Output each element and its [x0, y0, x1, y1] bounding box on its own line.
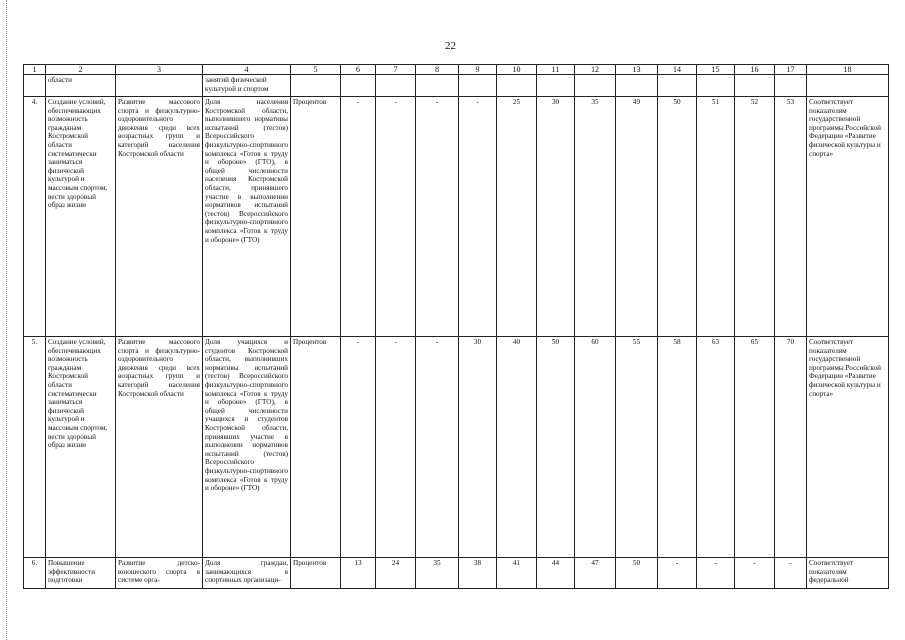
page-number: 22 [445, 40, 456, 52]
indicator-cell: Доля граждан, занимающихся в спортивных организаци- [203, 558, 291, 589]
column-number: 10 [497, 65, 537, 75]
value-cell: 30 [459, 337, 497, 558]
unit-cell: Процентов [291, 97, 341, 337]
value-cell: 35 [575, 97, 616, 337]
value-cell: 38 [459, 558, 497, 589]
continuation-goal-cell: области [46, 75, 116, 97]
column-number: 6 [341, 65, 376, 75]
value-cell: - [376, 97, 416, 337]
value-cell: - [775, 558, 807, 589]
value-cell: 49 [616, 97, 658, 337]
column-number: 5 [291, 65, 341, 75]
column-number: 2 [46, 65, 116, 75]
table-row [24, 337, 889, 558]
value-cell: 52 [735, 97, 775, 337]
column-number: 13 [616, 65, 658, 75]
row-number-cell: 4. [24, 97, 46, 337]
goal-cell: Повышение эффективности подготовки [46, 558, 116, 589]
value-cell: 50 [537, 337, 575, 558]
task-cell: Развитие массового спорта и физкультурно-оздоровительного движения среди всех возрастных групп и категорий населения Костромской области [116, 337, 203, 558]
value-cell: 50 [658, 97, 697, 337]
value-cell: - [341, 337, 376, 558]
value-cell: 63 [697, 337, 735, 558]
task-cell: Развитие массового спорта и физкультурно-оздоровительного движения среди всех возрастных групп и категорий населения Костромской области [116, 97, 203, 337]
column-number: 8 [416, 65, 459, 75]
continuation-indicator-cell: занятий физической культурой и спортом [203, 75, 291, 97]
value-cell: 65 [735, 337, 775, 558]
continuation-row [24, 75, 889, 97]
value-cell: 58 [658, 337, 697, 558]
column-number: 15 [697, 65, 735, 75]
value-cell: - [697, 558, 735, 589]
value-cell: - [376, 337, 416, 558]
column-number: 11 [537, 65, 575, 75]
column-number: 7 [376, 65, 416, 75]
column-number: 18 [807, 65, 889, 75]
task-cell: Развитие детско-юношеского спорта в системе орга- [116, 558, 203, 589]
page-edge-line [6, 0, 7, 640]
column-number: 3 [116, 65, 203, 75]
unit-cell: Процентов [291, 558, 341, 589]
column-number: 12 [575, 65, 616, 75]
column-number: 4 [203, 65, 291, 75]
value-cell: 53 [775, 97, 807, 337]
value-cell: 60 [575, 337, 616, 558]
value-cell: 35 [416, 558, 459, 589]
value-cell: 44 [537, 558, 575, 589]
column-number: 14 [658, 65, 697, 75]
row-number-cell: 6. [24, 558, 46, 589]
indicators-table [23, 64, 889, 589]
value-cell: - [416, 97, 459, 337]
value-cell: 51 [697, 97, 735, 337]
table-row [24, 558, 889, 589]
table-row [24, 97, 889, 337]
value-cell: 24 [376, 558, 416, 589]
value-cell: 55 [616, 337, 658, 558]
column-number: 17 [775, 65, 807, 75]
value-cell: 30 [537, 97, 575, 337]
indicator-cell: Доля учащихся и студентов Костромской области, выполнивших нормативы испытаний (тестов) Всероссийского физкультурно-спортивного комплекса «Готов к труду и обороне» (ГТО), в общей численности учащихся и студентов Костромской области, принявших участие в выполнении нормативов испытаний (тестов) Всероссийского физкультурно-спортивного комплекса «Готов к труду и обороне» (ГТО) [203, 337, 291, 558]
value-cell: - [416, 337, 459, 558]
value-cell: 41 [497, 558, 537, 589]
column-number: 16 [735, 65, 775, 75]
value-cell: 13 [341, 558, 376, 589]
value-cell: - [658, 558, 697, 589]
column-number: 9 [459, 65, 497, 75]
indicator-cell: Доля населения Костромской области, выполнившего нормативы испытаний (тестов) Всероссийского физкультурно-спортивного комплекса «Готов к труду и обороне» (ГТО), в общей численности населения Костромской области, принявшего участие в выполнении нормативов испытаний (тестов) Всероссийского физкультурно-спортивного комплекса «Готов к труду и обороне» (ГТО) [203, 97, 291, 337]
value-cell: 40 [497, 337, 537, 558]
note-cell: Соответствует показателям государственной программы Российской Федерации «Развитие физической культуры и спорта» [807, 337, 889, 558]
value-cell: - [341, 97, 376, 337]
value-cell: 47 [575, 558, 616, 589]
column-number-header-row [24, 65, 889, 75]
goal-cell: Создание условий, обеспечивающих возможность гражданам Костромской области систематически заниматься физической культурой и массовым спортом, вести здоровый образ жизни [46, 337, 116, 558]
unit-cell: Процентов [291, 337, 341, 558]
goal-cell: Создание условий, обеспечивающих возможность гражданам Костромской области систематически заниматься физической культурой и массовым спортом, вести здоровый образ жизни [46, 97, 116, 337]
value-cell: - [735, 558, 775, 589]
note-cell: Соответствует показателям государственной программы Российской Федерации «Развитие физической культуры и спорта» [807, 97, 889, 337]
value-cell: - [459, 97, 497, 337]
value-cell: 70 [775, 337, 807, 558]
column-number: 1 [24, 65, 46, 75]
note-cell: Соответствует показателям федеральной [807, 558, 889, 589]
value-cell: 50 [616, 558, 658, 589]
row-number-cell: 5. [24, 337, 46, 558]
value-cell: 25 [497, 97, 537, 337]
